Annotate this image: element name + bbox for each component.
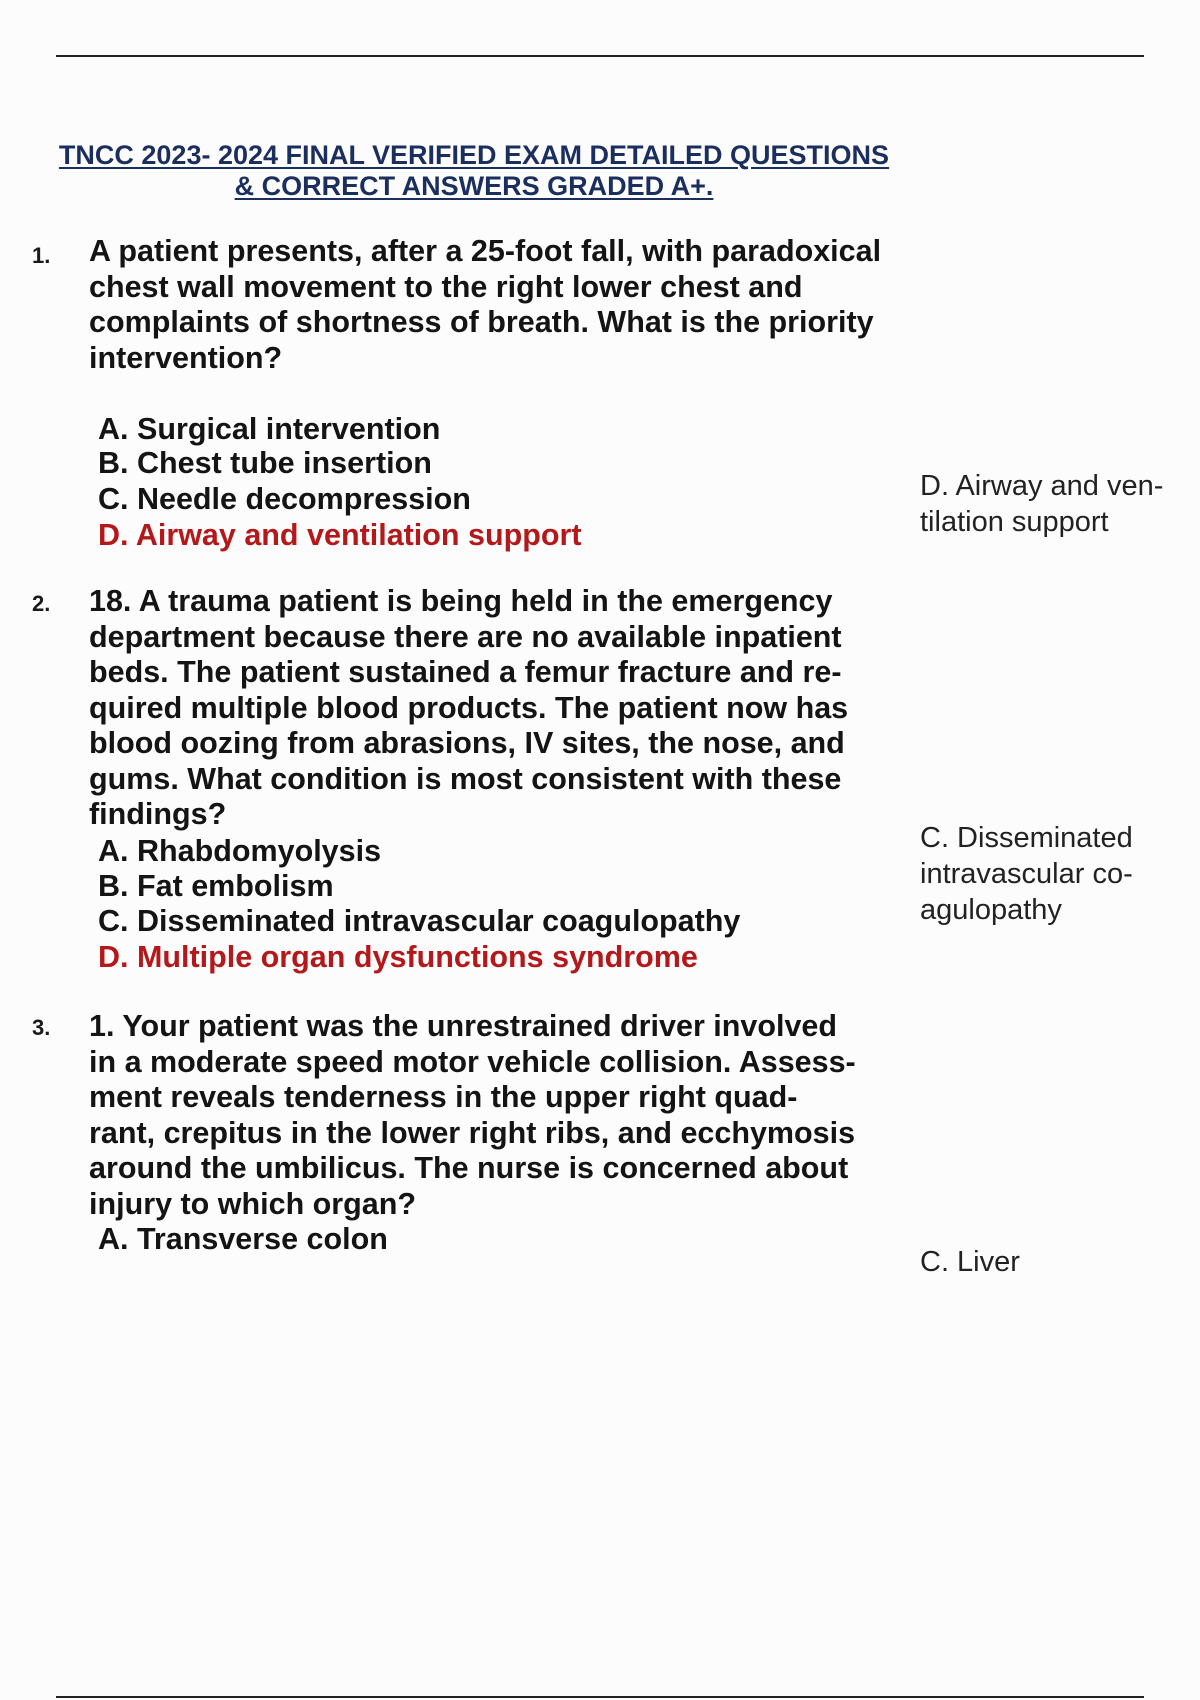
question-line: quired multiple blood products. The patient now has (89, 690, 849, 725)
question-line: findings? (89, 797, 227, 831)
question-line: department because there are no available inpatient (89, 619, 842, 654)
answer-line: C. Disseminated (920, 822, 1133, 854)
question-number: 3. (32, 1015, 51, 1040)
question-line: ment reveals tenderness in the upper right quad- (89, 1080, 798, 1114)
answer-line: D. Airway and ven- (920, 470, 1164, 502)
answer-line: C. Liver (920, 1246, 1020, 1278)
question-text (89, 584, 909, 833)
question-line: beds. The patient sustained a femur fracture and re- (89, 655, 842, 689)
question-number: 1. (32, 243, 51, 268)
answer-line: agulopathy (920, 894, 1062, 926)
question-line: blood oozing from abrasions, IV sites, the nose, and (89, 726, 845, 760)
answer-line: tilation support (920, 506, 1109, 538)
question-line: intervention? (89, 340, 283, 375)
question-line: 1. Your patient was the unrestrained driver involved (89, 1009, 838, 1043)
option-b: B. Chest tube insertion (98, 446, 432, 480)
question-line: around the umbilicus. The nurse is concerned about (89, 1151, 849, 1185)
question-line: 18. A trauma patient is being held in the emergency (89, 584, 833, 618)
option-a: A. Surgical intervention (98, 412, 441, 446)
question-line: complaints of shortness of breath. What is the priority (89, 305, 874, 339)
answer (920, 468, 1185, 540)
question-line: chest wall movement to the right lower chest and (89, 269, 803, 304)
question-line: in a moderate speed motor vehicle collision. Assess- (89, 1044, 856, 1079)
title-line-1: TNCC 2023- 2024 FINAL VERIFIED EXAM DETAILED QUESTIONS (58, 140, 890, 170)
question-line: rant, crepitus in the lower right ribs, and ecchymosis (89, 1115, 856, 1150)
option-c: C. Needle decompression (98, 482, 471, 516)
option-d: D. Airway and ventilation support (98, 518, 582, 552)
option-a: A. Rhabdomyolysis (98, 834, 382, 868)
answer (920, 820, 1185, 928)
answer (920, 1244, 1185, 1280)
option-c: C. Disseminated intravascular coagulopathy (98, 904, 741, 938)
question-text (89, 1009, 909, 1222)
option-b: B. Fat embolism (98, 869, 334, 903)
option-d: D. Multiple organ dysfunctions syndrome (98, 940, 698, 974)
answer-line: intravascular co- (920, 858, 1133, 890)
question-line: injury to which organ? (89, 1186, 417, 1221)
top-rule (56, 55, 1144, 57)
bottom-rule (56, 1696, 1144, 1698)
question-text (89, 234, 909, 376)
question-line: gums. What condition is most consistent with these (89, 761, 842, 796)
question-line: A patient presents, after a 25-foot fall, with paradoxical (89, 234, 882, 268)
question-number: 2. (32, 591, 51, 616)
title-line-2: & CORRECT ANSWERS GRADED A+. (234, 171, 714, 201)
option-a: A. Transverse colon (98, 1222, 388, 1256)
document-title (36, 140, 912, 202)
